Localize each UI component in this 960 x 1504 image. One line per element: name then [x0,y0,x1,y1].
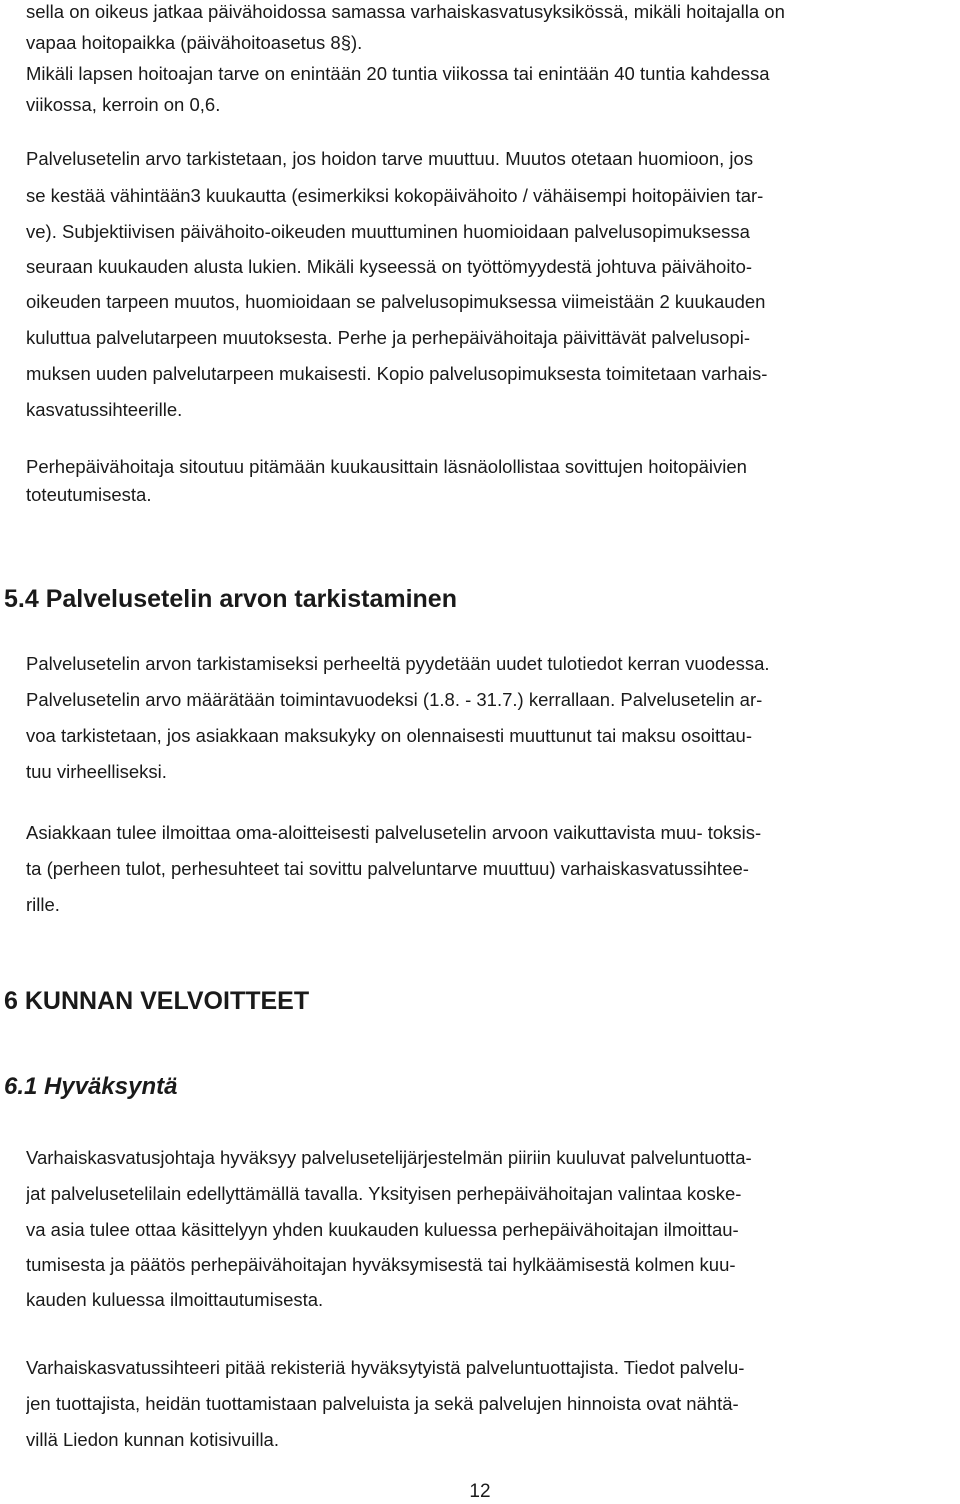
text-line: Asiakkaan tulee ilmoittaa oma-aloitteisesti palvelusetelin arvoon vaikuttavista muu- toksis- [26,822,762,843]
text-line: ta (perheen tulot, perhesuhteet tai sovittu palveluntarve muuttuu) varhaiskasvatussihtee- [26,858,749,879]
text-line: muksen uuden palvelutarpeen mukaisesti. Kopio palvelusopimuksesta toimitetaan varhais- [26,363,768,384]
text-line: Varhaiskasvatusjohtaja hyväksyy palvelusetelijärjestelmän piiriin kuuluvat palveluntuotta- [26,1147,752,1168]
section-heading-6-1: 6.1 Hyväksyntä [4,1073,178,1100]
text-line: va asia tulee ottaa käsittelyyn yhden kuukauden kuluessa perhepäivähoitajan ilmoittau- [26,1219,739,1240]
text-line: kauden kuluessa ilmoittautumisesta. [26,1289,324,1310]
section-heading-5-4: 5.4 Palvelusetelin arvon tarkistaminen [4,585,457,613]
text-line: tumisesta ja päätös perhepäivähoitajan hyväksymisestä tai hylkäämisestä kolmen kuu- [26,1254,736,1275]
text-line: viikossa, kerroin on 0,6. [26,94,221,115]
text-line: Varhaiskasvatussihteeri pitää rekisteriä hyväksytyistä palveluntuottajista. Tiedot palvelu- [26,1357,745,1378]
page-number: 12 [469,1481,491,1502]
text-line: kasvatussihteerille. [26,399,183,420]
text-line: toteutumisesta. [26,484,152,505]
text-line: Palvelusetelin arvon tarkistamiseksi perheeltä pyydetään uudet tulotiedot kerran vuodessa. [26,653,770,674]
text-line: tuu virheelliseksi. [26,761,167,782]
text-line: jen tuottajista, heidän tuottamistaan palveluista ja sekä palvelujen hinnoista ovat nähtä- [26,1393,739,1414]
text-line: vapaa hoitopaikka (päivähoitoasetus 8§). [26,32,363,53]
chapter-heading-6: 6 KUNNAN VELVOITTEET [4,987,310,1015]
text-line: seuraan kuukauden alusta lukien. Mikäli kyseessä on työttömyydestä johtuva päivähoito- [26,256,753,277]
text-line: Palvelusetelin arvo määrätään toimintavuodeksi (1.8. - 31.7.) kerrallaan. Palvelusetelin ar- [26,689,763,710]
text-line: rille. [26,894,60,915]
text-line: villä Liedon kunnan kotisivuilla. [26,1429,279,1450]
text-line: se kestää vähintään3 kuukautta (esimerkiksi kokopäivähoito / vähäisempi hoitopäivien tar- [26,185,764,206]
text-line: Perhepäivähoitaja sitoutuu pitämään kuukausittain läsnäolollistaa sovittujen hoitopäivien [26,456,747,477]
text-line: oikeuden tarpeen muutos, huomioidaan se palvelusopimuksessa viimeistään 2 kuukauden [26,291,766,312]
text-line: Palvelusetelin arvo tarkistetaan, jos hoidon tarve muuttuu. Muutos otetaan huomioon, jos [26,148,754,169]
text-line: jat palvelusetelilain edellyttämällä tavalla. Yksityisen perhepäivähoitajan valintaa koske- [26,1183,742,1204]
text-line: kuluttua palvelutarpeen muutoksesta. Perhe ja perhepäivähoitaja päivittävät palvelusopi- [26,327,751,348]
text-line: Mikäli lapsen hoitoajan tarve on enintään 20 tuntia viikossa tai enintään 40 tuntia kahdessa [26,63,770,84]
text-line: ve). Subjektiivisen päivähoito-oikeuden muuttuminen huomioidaan palvelusopimuksessa [26,221,750,242]
text-line: sella on oikeus jatkaa päivähoidossa samassa varhaiskasvatusyksikössä, mikäli hoitajalla on [26,1,785,22]
text-line: voa tarkistetaan, jos asiakkaan maksukyky on olennaisesti muuttunut tai maksu osoittau- [26,725,752,746]
